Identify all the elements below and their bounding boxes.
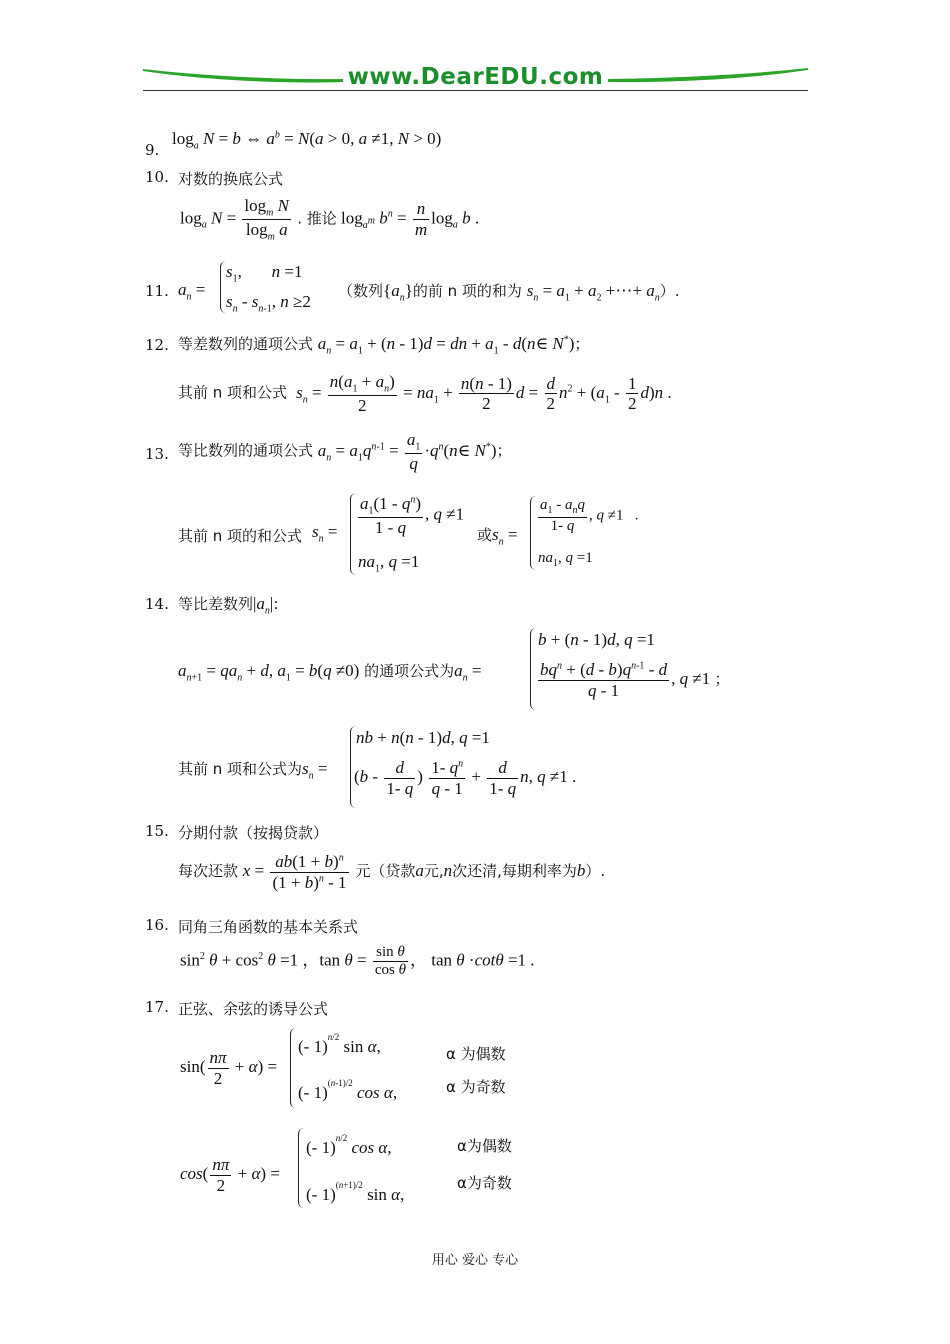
item-14-title: 等比差数列$|a_n|$: (178, 594, 279, 617)
formula-arith-geo-sum-case2: (b - $\frac{d}{1- q}$ ) $\frac{1- q^n}{q - 1}$ + $\frac{d}{1- q}$ n, q ≠1 . (354, 758, 577, 798)
header-rule (143, 90, 808, 91)
item-15-title: 分期付款（按揭贷款） (178, 824, 329, 842)
formula-log-definition: $\log_a N = b$ ⇔ $a^b = N(a > 0$, a ≠1, N > 0) (172, 129, 442, 152)
formula-geometric-sum-alt-case2: $na_1$, q =1 (538, 550, 593, 569)
formula-geometric-general-term: 等比数列的通项公式 $a_n = a_1q^{n-1}$ = $\frac{a_1}{q}$ $\cdot q^n(n\in$ N*)； (178, 430, 512, 473)
item-11-number: 11. (145, 282, 169, 300)
formula-geometric-sum-case1: $\frac{a_1(1 - q^n)}{1 - q}$ , q ≠1 (360, 494, 465, 537)
site-logo: www.DearEDU.com (347, 64, 604, 90)
item-17-brace-sin (290, 1028, 297, 1108)
formula-geometric-sum-case2: $na_1$, q =1 (358, 552, 420, 575)
item-10-title: 对数的换底公式 (178, 170, 284, 188)
item-12-number: 12. (145, 336, 169, 354)
item-10-number: 10. (145, 168, 169, 186)
formula-trig-identities: $\sin^2 \theta + \cos^2 \theta =1$ ，tan θ = $\frac{\text{sin θ}}{\text{cos θ}}$ ， tan θ ·cotθ =1 . (180, 944, 535, 979)
item-9-number: 9. (145, 141, 160, 159)
item-13-number: 13. (145, 445, 169, 463)
formula-arith-geo-recurrence: $a_{n+1} = qa_n + d$, $a_1 = b(q \ne 0)$ 的通项公式为$a_n$ = (178, 661, 482, 684)
formula-arith-geo-case2: $\frac{bq^n + (d - b)q^{n-1} - d}{q - 1}$ , q ≠1 ； (540, 660, 730, 700)
sin-even-condition: α 为偶数 (446, 1045, 506, 1063)
formula-change-of-base: $\log_a N$ = $\frac{\log_m N}{\log_m a}$ . 推论 $\log_{a^m} b^n$ = $\frac{n}{m}$ $\log_a b$ . (180, 196, 480, 243)
formula-cos-case-odd: (- 1)$^{(n+1)/2}$ sin α, (306, 1180, 405, 1204)
item-15-number: 15. (145, 822, 169, 840)
item-11-description: （数列$\{a_n\}$的前 n 项的和为 $s_n = a_1 + a_2$ +⋯+ $a_n$）. (338, 281, 680, 304)
formula-an-case2: $s_n - s_{n-1}$, n ≥2 (226, 292, 311, 315)
item-13-or: 或$s_n$ = (477, 525, 518, 548)
formula-sin-induction-lhs: sin( $\frac{n\pi}{2}$ + α) = (180, 1048, 278, 1088)
formula-arith-geo-case1: b + (n - 1)d, q =1 (538, 630, 655, 649)
item-13-sum-label: 其前 n 项的和公式 (178, 527, 303, 545)
item-14-number: 14. (145, 595, 169, 613)
formula-an-case1: $s_1$, n =1 (226, 262, 303, 285)
item-16-title: 同角三角函数的基本关系式 (178, 918, 359, 936)
item-16-number: 16. (145, 916, 169, 934)
formula-cos-case-even: (- 1)$^{n/2}$ cos α, (306, 1133, 392, 1157)
sin-odd-condition: α 为奇数 (446, 1078, 506, 1096)
formula-an-lhs: $a_n$ = (178, 280, 206, 303)
formula-installment-payment: 每次还款 x = $\frac{ab(1 + b)^n}{(1 + b)^n - 1}$ 元（贷款a元,n次还清,每期利率为b）. (178, 852, 606, 892)
formula-sin-case-odd: (- 1)$^{(n-1)/2}$ cos α, (298, 1078, 398, 1102)
item-17-title: 正弦、余弦的诱导公式 (178, 1000, 329, 1018)
item-17-number: 17. (145, 998, 169, 1016)
item-10-corollary-label: . 推论 (297, 209, 337, 228)
formula-arithmetic-general-term: 等差数列的通项公式 $a_n = a_1 + (n - 1)d$ = dn + $a_1$ - d(n∈ N*)； (178, 334, 590, 357)
item-17-brace-cos (298, 1128, 305, 1208)
page-footer: 用心 爱心 专心 (431, 1253, 519, 1268)
formula-sin-case-even: (- 1)$^{n/2}$ sin α, (298, 1032, 381, 1056)
formula-geometric-sum-lhs: $s_n$ = (312, 522, 338, 545)
formula-cos-induction-lhs: cos( $\frac{n\pi}{2}$ + α) = (180, 1155, 280, 1195)
cos-even-condition: α为偶数 (457, 1137, 512, 1155)
formula-geometric-sum-alt-case1: $\frac{a_1 - a_nq}{1- q}$ , q ≠1 . (540, 497, 639, 534)
formula-arithmetic-sum: 其前 n 项和公式 $s_n$ = $\frac{n(a_1 + a_n)}{2}$ = $na_1$ + $\frac{n(n - 1)}{2}$ d = $\frac{d}{2}$ $n^2 + (a_1$ - $\frac{1}{2}$ d)n . (178, 372, 672, 415)
item-14-sum-label: 其前 n 项和公式为$s_n$ = (178, 759, 328, 782)
cos-odd-condition: α为奇数 (457, 1174, 512, 1192)
formula-arith-geo-sum-case1: nb + n(n - 1)d, q =1 (356, 728, 490, 747)
